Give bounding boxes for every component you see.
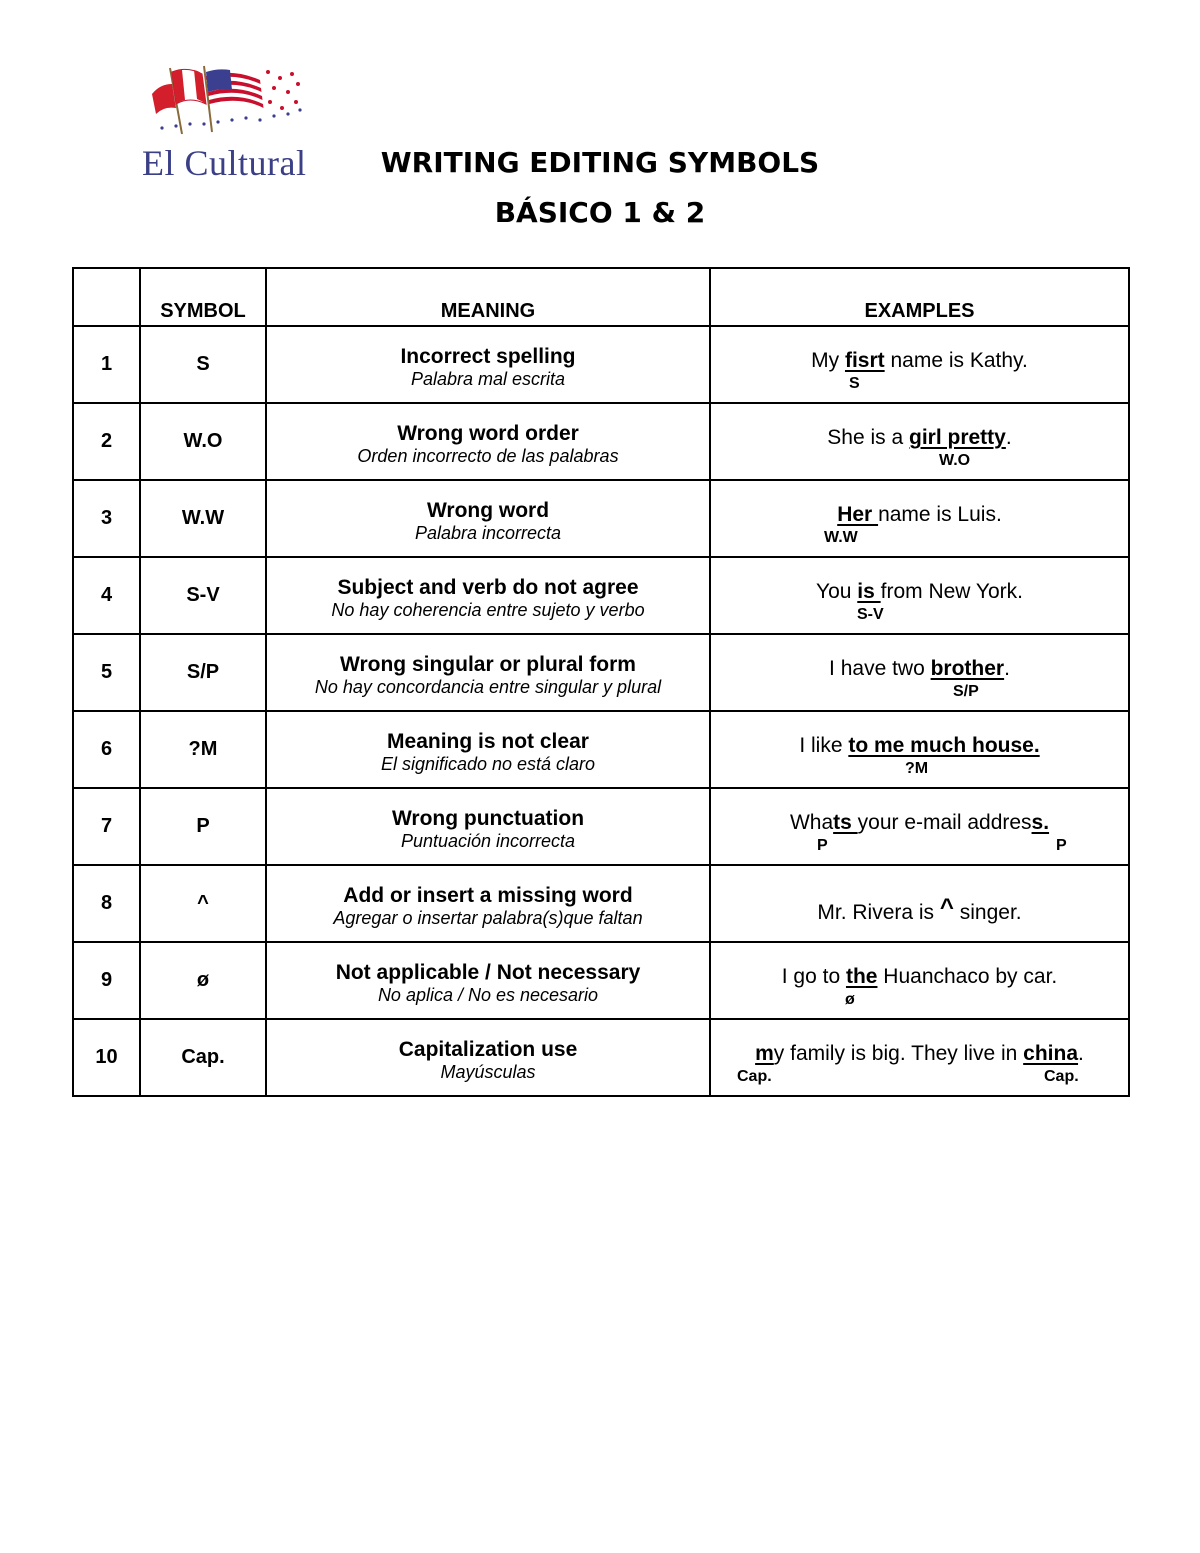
meaning-english: Wrong word order: [397, 421, 579, 445]
row-number: 2: [73, 403, 140, 480]
row-symbol: Cap.: [140, 1019, 266, 1096]
table-row: [73, 634, 1129, 711]
example-tag: P: [817, 837, 828, 854]
table-row: [73, 1019, 1129, 1096]
table-row: [73, 557, 1129, 634]
row-symbol: W.W: [140, 480, 266, 557]
row-number: 5: [73, 634, 140, 711]
table-row: [73, 711, 1129, 788]
page-title: WRITING EDITING SYMBOLS: [380, 146, 820, 179]
meaning-spanish: No aplica / No es necesario: [377, 984, 599, 1005]
row-symbol: ø: [140, 942, 266, 1019]
row-example: [710, 634, 1129, 711]
row-symbol: S: [140, 326, 266, 403]
example-sentence: My fisrt name is Kathy.: [811, 349, 1028, 372]
row-symbol: P: [140, 788, 266, 865]
example-tag: W.W: [824, 529, 858, 546]
row-example: [710, 942, 1129, 1019]
error-mark: girl pretty: [909, 426, 1006, 449]
row-example: [710, 557, 1129, 634]
table-row: [73, 326, 1129, 403]
row-meaning: [266, 788, 710, 865]
meaning-english: Wrong punctuation: [391, 806, 585, 830]
meaning-english: Incorrect spelling: [400, 344, 576, 368]
row-number: 10: [73, 1019, 140, 1096]
row-meaning: [266, 1019, 710, 1096]
meaning-english: Not applicable / Not necessary: [335, 960, 641, 984]
meaning-spanish: El significado no está claro: [380, 753, 596, 774]
caret-mark: ^: [939, 894, 954, 921]
error-mark: fisrt: [844, 349, 885, 372]
example-sentence: She is a girl pretty.: [827, 426, 1012, 449]
error-mark: m: [755, 1042, 774, 1065]
row-number: 9: [73, 942, 140, 1019]
example-tag: S: [849, 375, 860, 392]
error-mark: ts: [833, 811, 858, 834]
row-meaning: [266, 557, 710, 634]
logo-text: El Cultural: [142, 143, 307, 183]
example-sentence: Mr. Rivera is ^ singer.: [817, 894, 1022, 924]
error-mark: china: [1023, 1042, 1079, 1065]
meaning-spanish: Agregar o insertar palabra(s)que faltan: [333, 907, 643, 928]
table-row: [73, 942, 1129, 1019]
example-tag: S-V: [857, 606, 884, 623]
meaning-spanish: Mayúsculas: [440, 1061, 536, 1082]
row-meaning: [266, 403, 710, 480]
error-mark: brother: [930, 657, 1005, 680]
example-tag: ø: [845, 991, 855, 1008]
meaning-english: Add or insert a missing word: [343, 883, 633, 907]
example-sentence: Her name is Luis.: [837, 503, 1002, 526]
row-meaning: [266, 865, 710, 942]
row-meaning: [266, 480, 710, 557]
row-meaning: [266, 711, 710, 788]
meaning-spanish: Puntuación incorrecta: [400, 830, 576, 851]
example-sentence: Whats your e-mail address.: [789, 811, 1050, 834]
meaning-english: Capitalization use: [398, 1037, 578, 1061]
page-subtitle: BÁSICO 1 & 2: [494, 196, 706, 229]
example-sentence: I go to the Huanchaco by car.: [781, 965, 1058, 988]
error-mark: Her: [837, 503, 879, 526]
meaning-spanish: Orden incorrecto de las palabras: [357, 445, 619, 466]
meaning-spanish: Palabra mal escrita: [410, 368, 566, 389]
meaning-english: Wrong word: [426, 498, 550, 522]
row-example: [710, 326, 1129, 403]
row-example: [710, 403, 1129, 480]
row-meaning: [266, 326, 710, 403]
error-mark: s.: [1031, 811, 1050, 834]
flags-logo-icon: [142, 62, 307, 142]
header-meaning: MEANING: [266, 268, 710, 326]
row-symbol: ?M: [140, 711, 266, 788]
example-tag: ?M: [905, 760, 929, 777]
symbols-table: [72, 267, 1130, 1097]
meaning-spanish: No hay coherencia entre sujeto y verbo: [331, 599, 645, 620]
table-row: [73, 480, 1129, 557]
table-row: [73, 788, 1129, 865]
table-row: [73, 403, 1129, 480]
row-meaning: [266, 634, 710, 711]
row-example: [710, 480, 1129, 557]
table-row: [73, 865, 1129, 942]
row-number: 6: [73, 711, 140, 788]
example-tag: P: [1056, 837, 1067, 854]
meaning-spanish: Palabra incorrecta: [414, 522, 562, 543]
row-number: 4: [73, 557, 140, 634]
row-meaning: [266, 942, 710, 1019]
header-symbol: SYMBOL: [140, 268, 266, 326]
row-example: [710, 788, 1129, 865]
example-sentence: You is from New York.: [815, 580, 1024, 603]
row-example: [710, 711, 1129, 788]
row-symbol: ^: [140, 865, 266, 942]
row-symbol: S/P: [140, 634, 266, 711]
header-num: [73, 268, 140, 326]
example-sentence: I like to me much house.: [799, 734, 1040, 757]
row-symbol: S-V: [140, 557, 266, 634]
meaning-english: Meaning is not clear: [387, 729, 589, 753]
example-tag: W.O: [939, 452, 971, 469]
header-examples: EXAMPLES: [710, 268, 1129, 326]
meaning-spanish: No hay concordancia entre singular y plural: [314, 676, 662, 697]
row-number: 7: [73, 788, 140, 865]
meaning-english: Wrong singular or plural form: [340, 652, 636, 676]
example-sentence: I have two brother.: [829, 657, 1010, 680]
row-number: 8: [73, 865, 140, 942]
table-header-row: [73, 268, 1129, 326]
row-number: 3: [73, 480, 140, 557]
error-mark: is: [857, 580, 881, 603]
meaning-english: Subject and verb do not agree: [337, 575, 639, 599]
example-tag: Cap.: [1044, 1068, 1079, 1085]
error-mark: the: [845, 965, 878, 988]
example-tag: S/P: [953, 683, 979, 700]
example-sentence: my family is big. They live in china.: [755, 1042, 1084, 1065]
row-number: 1: [73, 326, 140, 403]
row-symbol: W.O: [140, 403, 266, 480]
example-tag: Cap.: [737, 1068, 772, 1085]
row-example: [710, 1019, 1129, 1096]
error-mark: to me much house.: [848, 734, 1040, 757]
row-example: [710, 865, 1129, 942]
